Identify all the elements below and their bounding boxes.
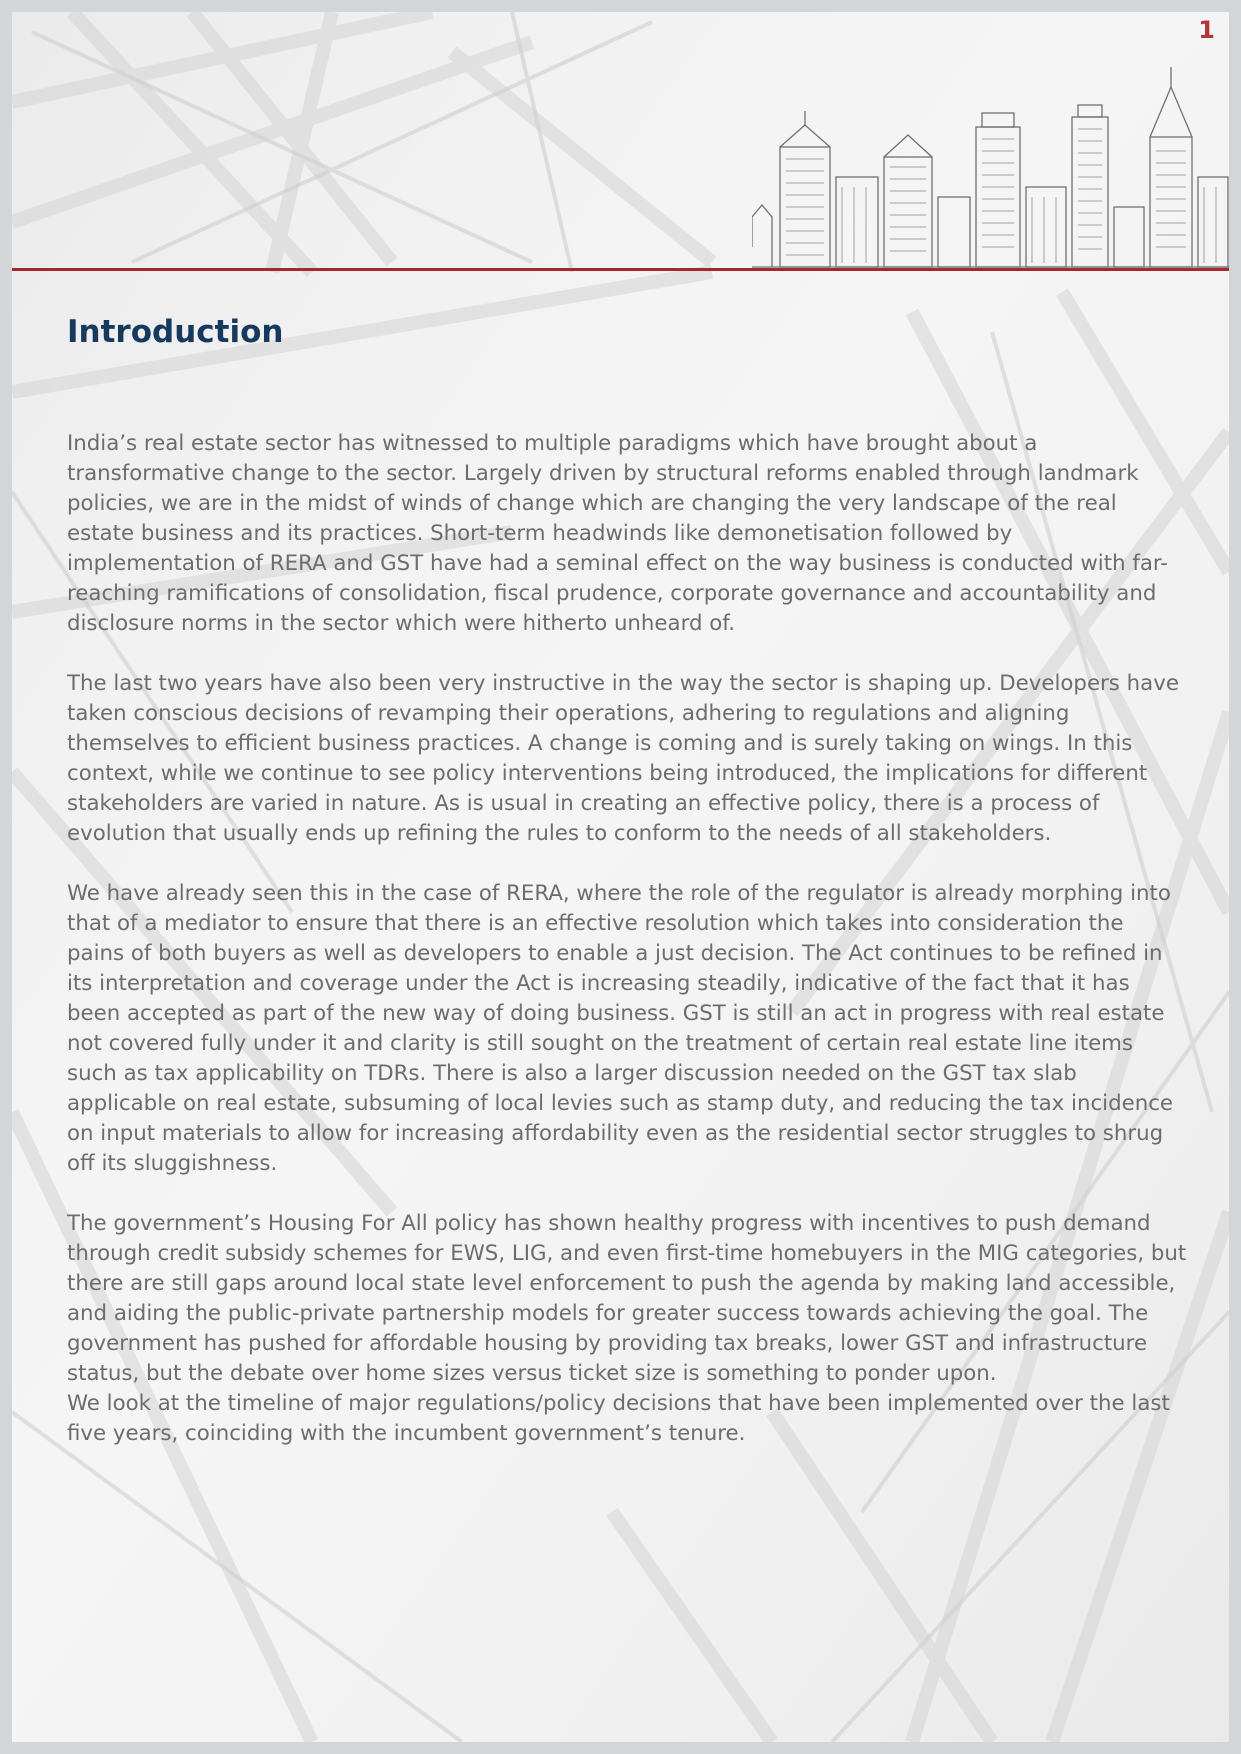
city-skyline-sketch xyxy=(752,67,1229,287)
section-title: Introduction xyxy=(67,314,284,350)
paragraph: India’s real estate sector has witnessed to multiple paradigms which have brought about a transformative change to the sector. Largely driven by structural reforms enabled through landmark policies, we are in the midst of winds of change which are changing the very landscape of the real estate business and its practices. Short-term headwinds like demonetisation followed by implementation of RERA and GST have had a seminal effect on the way business is conducted with far-reaching ramifications of consolidation, fiscal prudence, corporate governance and accountability and disclosure norms in the sector which were hitherto unheard of. xyxy=(67,431,1168,636)
page-number: 1 xyxy=(1198,16,1215,44)
body-text xyxy=(67,429,1187,1479)
document-page xyxy=(12,12,1229,1742)
paragraph: The government’s Housing For All policy has shown healthy progress with incentives to push demand through credit subsidy schemes for EWS, LIG, and even first-time homebuyers in the MIG categories, but there are still gaps around local state level enforcement to push the agenda by making land accessible, and aiding the public-private partnership models for greater success towards achieving the goal. The government has pushed for affordable housing by providing tax breaks, lower GST and infrastructure status, but the debate over home sizes versus ticket size is something to ponder upon. xyxy=(67,1211,1187,1386)
header-divider xyxy=(12,268,1229,271)
paragraph: We look at the timeline of major regulations/policy decisions that have been implemented over the last five years, coinciding with the incumbent government’s tenure. xyxy=(67,1391,1170,1446)
paragraph: The last two years have also been very instructive in the way the sector is shaping up. Developers have taken conscious decisions of revamping their operations, adhering to regulations and aligning themselves to efficient business practices. A change is coming and is surely taking on wings. In this context, while we continue to see policy interventions being introduced, the implications for different stakeholders are varied in nature. As is usual in creating an effective policy, there is a process of evolution that usually ends up refining the rules to conform to the needs of all stakeholders. xyxy=(67,671,1179,846)
paragraph: We have already seen this in the case of RERA, where the role of the regulator is already morphing into that of a mediator to ensure that there is an effective resolution which takes into consideration the pains of both buyers as well as developers to enable a just decision. The Act continues to be refined in its interpretation and coverage under the Act is increasing steadily, indicative of the fact that it has been accepted as part of the new way of doing business. GST is still an act in progress with real estate not covered fully under it and clarity is still sought on the treatment of certain real estate line items such as tax applicability on TDRs. There is also a larger discussion needed on the GST tax slab applicable on real estate, subsuming of local levies such as stamp duty, and reducing the tax incidence on input materials to allow for increasing affordability even as the residential sector struggles to shrug off its sluggishness. xyxy=(67,881,1174,1176)
